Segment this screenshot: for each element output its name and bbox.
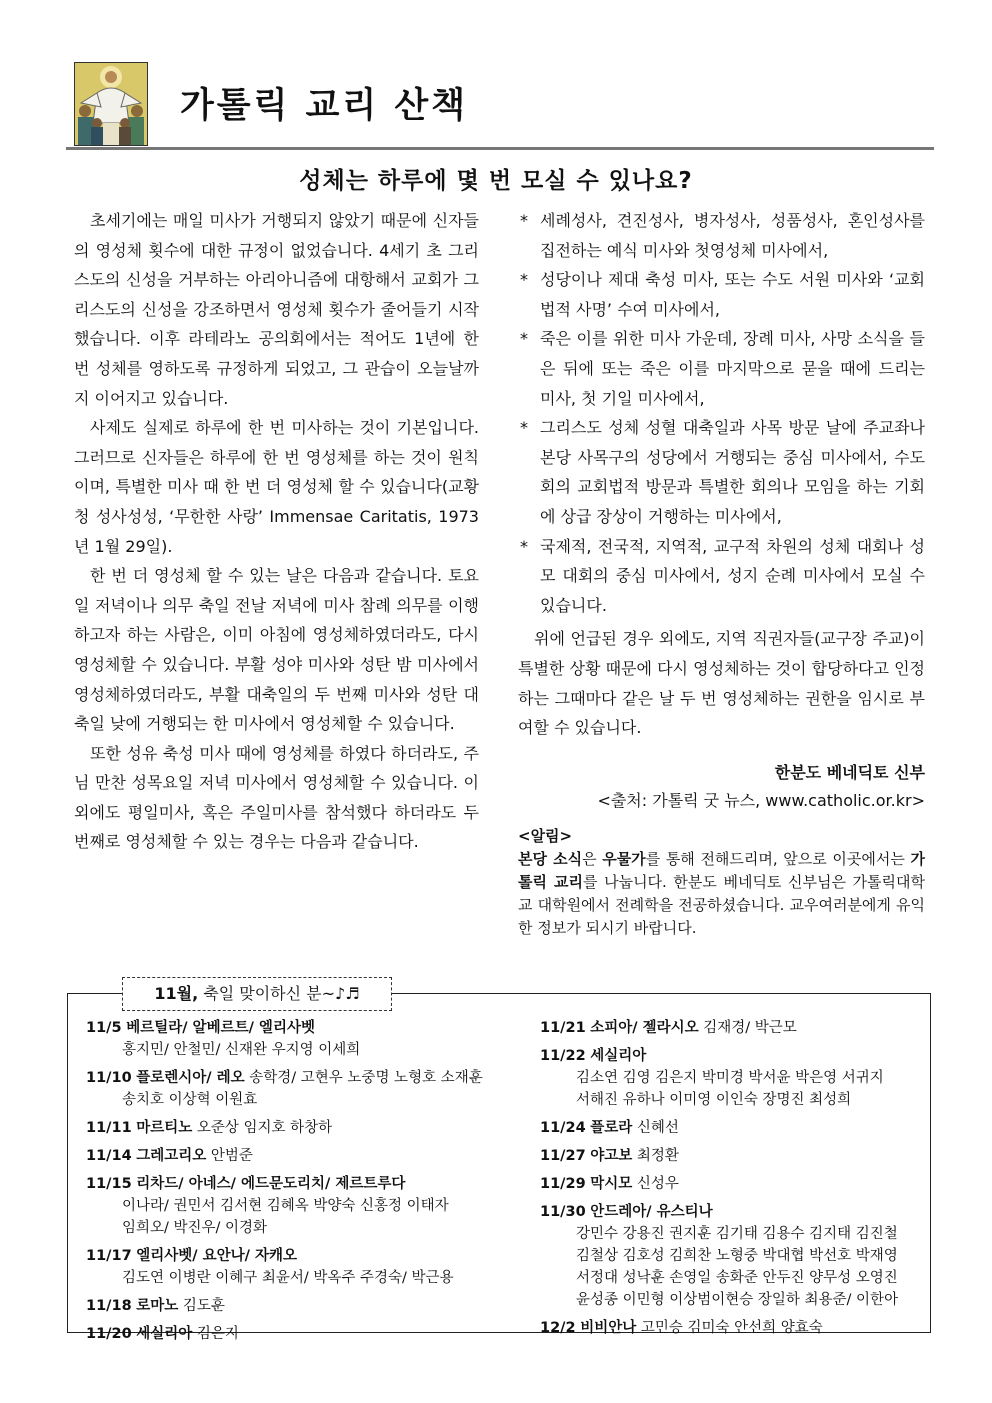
article-right-column — [518, 206, 925, 940]
parishioner-names: 김도연 이병란 이혜구 최윤서/ 박옥주 주경숙/ 박근용 — [122, 1270, 454, 1286]
feast-entry — [86, 1173, 506, 1239]
feast-date: 11/14 — [86, 1148, 132, 1164]
feast-list-left — [86, 1017, 506, 1351]
feast-line — [540, 1173, 920, 1195]
feast-entry — [86, 1145, 506, 1167]
feast-date: 11/18 — [86, 1298, 132, 1314]
parishioner-names: 안범준 — [210, 1148, 253, 1164]
feast-date: 11/20 — [86, 1326, 132, 1342]
feast-date: 11/21 — [540, 1020, 586, 1036]
feast-entry — [86, 1245, 506, 1289]
list-item: * 그리스도 성체 성혈 대축일과 사목 방문 날에 주교좌나 본당 사목구의 성당에서 거행되는 중심 미사에서, 수도회의 교회법적 방문과 특별한 회의나 모임을 하는 기회에 상급 장상이 거행하는 미사에서, — [518, 413, 925, 531]
saint-name: 세실리아 — [136, 1326, 193, 1342]
parishioner-names: 최정환 — [636, 1148, 679, 1164]
notice-text-part: 를 나눕니다. 한분도 베네딕토 신부님은 가톨릭대학교 대학원에서 전례학을 전공하셨습니다. 교우여러분에게 유익한 정보가 되시기 바랍니다. — [518, 872, 926, 937]
list-item: * 성당이나 제대 축성 미사, 또는 수도 서원 미사와 ‘교회법적 사명’ 수여 미사에서, — [518, 265, 925, 324]
author: 한분도 베네딕토 신부 — [774, 762, 925, 782]
list-item: * 세례성사, 견진성사, 병자성사, 성품성사, 혼인성사를 집전하는 예식 미사와 첫영성체 미사에서, — [518, 206, 925, 265]
saint-name: 플로라 — [590, 1120, 633, 1136]
saint-name: 리차드/ 아네스/ 에드문도리치/ 제르트루다 — [136, 1176, 406, 1192]
feast-line — [540, 1317, 920, 1339]
feast-date: 11/5 — [86, 1020, 122, 1036]
notice-bold: 우물가 — [602, 849, 646, 868]
feast-entry — [86, 1117, 506, 1139]
feast-line — [540, 1117, 920, 1139]
notice-text-part: 은 — [582, 849, 603, 868]
saint-name: 야고보 — [590, 1148, 633, 1164]
feast-entry — [540, 1117, 920, 1139]
parishioner-names: 윤성종 이민형 이상범이현승 장일하 최용준/ 이한아 — [576, 1292, 899, 1308]
notice-text-part: 를 통해 전해드리며, 앞으로 이곳에서는 — [645, 849, 911, 868]
saint-name: 로마노 — [136, 1298, 179, 1314]
catholic-logo — [74, 62, 148, 146]
feast-date: 12/2 — [540, 1320, 576, 1336]
feast-entry — [540, 1201, 920, 1311]
article-left-column — [74, 206, 479, 857]
parishioner-names: 신성우 — [636, 1176, 679, 1192]
feast-date: 11/22 — [540, 1048, 586, 1064]
feast-date: 11/17 — [86, 1248, 132, 1264]
saint-name: 세실리아 — [590, 1048, 647, 1064]
feast-entry — [86, 1067, 506, 1111]
parishioner-names: 김재경/ 박근모 — [703, 1020, 797, 1036]
parishioner-names: 김철상 김호성 김희찬 노형중 박대협 박선호 박재영 — [576, 1248, 898, 1264]
header-divider — [66, 147, 934, 150]
saint-name: 소피아/ 젤라시오 — [590, 1020, 699, 1036]
parishioner-names: 홍지민/ 안철민/ 신재완 우지영 이세희 — [122, 1042, 361, 1058]
feast-date: 11/15 — [86, 1176, 132, 1192]
feast-date: 11/27 — [540, 1148, 586, 1164]
case-list — [518, 206, 925, 620]
saint-name: 플로렌시아/ 레오 — [136, 1070, 245, 1086]
saint-name: 막시모 — [590, 1176, 633, 1192]
parishioner-names: 송학경/ 고현우 노중명 노형호 소재훈 — [249, 1070, 483, 1086]
parishioner-names: 서해진 유하나 이미영 이인숙 장명진 최성희 — [576, 1092, 852, 1108]
feast-heading-text: 축일 맞이하신 분~♪♬ — [198, 984, 360, 1003]
paragraph: 사제도 실제로 하루에 한 번 미사하는 것이 기본입니다. 그러므로 신자들은 하루에 한 번 영성체를 하는 것이 원칙이며, 특별한 미사 때 한 번 더 영성체 할 수 있습니다(교황청 성사성성, ‘무한한 사랑’ Immensae Caritatis, 1973년 1월 29일). — [74, 418, 479, 556]
feast-line — [86, 1295, 506, 1317]
feast-line — [540, 1201, 920, 1223]
feast-entry — [540, 1173, 920, 1195]
saint-name: 그레고리오 — [136, 1148, 207, 1164]
feast-line — [86, 1145, 506, 1167]
feast-date: 11/24 — [540, 1120, 586, 1136]
parishioner-names: 고민승 김미숙 안선희 양효숙 — [640, 1320, 823, 1336]
parishioner-names: 오준상 임지호 하창하 — [196, 1120, 333, 1136]
saint-name: 마르티노 — [136, 1120, 193, 1136]
paragraph: 한 번 더 영성체 할 수 있는 날은 다음과 같습니다. 토요일 저녁이나 의무 축일 전날 저녁에 미사 참례 의무를 이행하고자 하는 사람은, 이미 아침에 영성체하였더라도, 다시 영성체할 수 있습니다. 부활 성야 미사와 성탄 밤 미사에서 영성체하였더라도, 부활 대축일의 두 번째 미사와 성탄 대축일 낮에 거행되는 한 미사에서 영성체할 수 있습니다. — [74, 566, 479, 734]
feast-line — [540, 1045, 920, 1067]
parishioner-names: 신혜선 — [636, 1120, 679, 1136]
feast-entry — [540, 1145, 920, 1167]
notice-bold: 본당 소식 — [518, 849, 583, 868]
feast-list-right — [540, 1017, 920, 1345]
list-item: * 국제적, 전국적, 지역적, 교구적 차원의 성체 대회나 성모 대회의 중심 미사에서, 성지 순례 미사에서 모실 수 있습니다. — [518, 532, 925, 621]
feast-date: 11/11 — [86, 1120, 132, 1136]
saint-name: 안드레아/ 유스티나 — [590, 1204, 713, 1220]
feast-month: 11월, — [154, 984, 199, 1003]
feast-entry — [540, 1317, 920, 1339]
parishioner-names: 김소연 김영 김은지 박미경 박서윤 박은영 서귀지 — [576, 1070, 884, 1086]
feast-line — [86, 1173, 506, 1195]
feast-date: 11/10 — [86, 1070, 132, 1086]
notice-text — [518, 848, 925, 940]
feast-entry — [86, 1323, 506, 1345]
saint-name: 비비안나 — [580, 1320, 637, 1336]
feast-line — [540, 1145, 920, 1167]
paragraph: 초세기에는 매일 미사가 거행되지 않았기 때문에 신자들의 영성체 횟수에 대한 규정이 없었습니다. 4세기 초 그리스도의 신성을 거부하는 아리아니즘에 대항해서 교회가 그리스도의 신성을 강조하면서 영성체 횟수가 줄어들기 시작했습니다. 이후 라테라노 공의회에서는 적어도 1년에 한 번 성체를 영하도록 규정하게 되었고, 그 관습이 오늘날까지 이어지고 있습니다. — [74, 211, 479, 408]
feast-day-heading — [122, 977, 392, 1011]
parishioner-names: 강민수 강용진 권지훈 김기태 김용수 김지태 김진철 — [576, 1226, 898, 1242]
parishioner-names: 임희오/ 박진우/ 이경화 — [122, 1220, 268, 1236]
saint-name: 엘리사벳/ 요안나/ 자캐오 — [136, 1248, 298, 1264]
jesus-with-disciples-icon — [75, 63, 147, 145]
feast-line — [86, 1323, 506, 1345]
notice-title: <알림> — [518, 826, 573, 845]
feast-line — [86, 1067, 506, 1089]
paragraph: 또한 성유 축성 미사 때에 영성체를 하였다 하더라도, 주님 만찬 성목요일 저녁 미사에서 영성체할 수 있습니다. 이외에도 평일미사, 혹은 주일미사를 참석했다 하더라도 두 번째로 영성체할 수 있는 경우는 다음과 같습니다. — [74, 743, 479, 852]
saint-name: 베르틸라/ 알베르트/ 엘리사벳 — [126, 1020, 315, 1036]
feast-date: 11/30 — [540, 1204, 586, 1220]
list-item: * 죽은 이를 위한 미사 가운데, 장례 미사, 사망 소식을 들은 뒤에 또는 죽은 이를 마지막으로 묻을 때에 드리는 미사, 첫 기일 미사에서, — [518, 324, 925, 413]
paragraph: 위에 언급된 경우 외에도, 지역 직권자들(교구장 주교)이 특별한 상황 때문에 다시 영성체하는 것이 합당하다고 인정하는 그때마다 같은 날 두 번 영성체하는 권한을 임시로 부여할 수 있습니다. — [518, 629, 925, 738]
parishioner-names: 김도훈 — [182, 1298, 225, 1314]
feast-entry — [86, 1017, 506, 1061]
parishioner-names: 송치호 이상혁 이원효 — [122, 1092, 258, 1108]
feast-date: 11/29 — [540, 1176, 586, 1192]
parishioner-names: 김은지 — [196, 1326, 239, 1342]
feast-entry — [540, 1017, 920, 1039]
source-citation: <출처: 가톨릭 굿 뉴스, www.catholic.or.kr> — [597, 790, 925, 810]
feast-entry — [540, 1045, 920, 1111]
page-title: 가톨릭 교리 산책 — [180, 85, 469, 126]
feast-line — [86, 1017, 506, 1039]
parishioner-names: 이나라/ 권민서 김서현 김혜옥 박양숙 신홍정 이태자 — [122, 1198, 449, 1214]
parishioner-names: 서정대 성낙훈 손영일 송화준 안두진 양무성 오영진 — [576, 1270, 898, 1286]
article-title: 성체는 하루에 몇 번 모실 수 있나요? — [299, 168, 693, 194]
feast-entry — [86, 1295, 506, 1317]
feast-line — [86, 1117, 506, 1139]
notice-bold: 가톨릭 교리 — [518, 849, 926, 891]
notice — [518, 825, 925, 940]
feast-line — [540, 1017, 920, 1039]
feast-line — [86, 1245, 506, 1267]
